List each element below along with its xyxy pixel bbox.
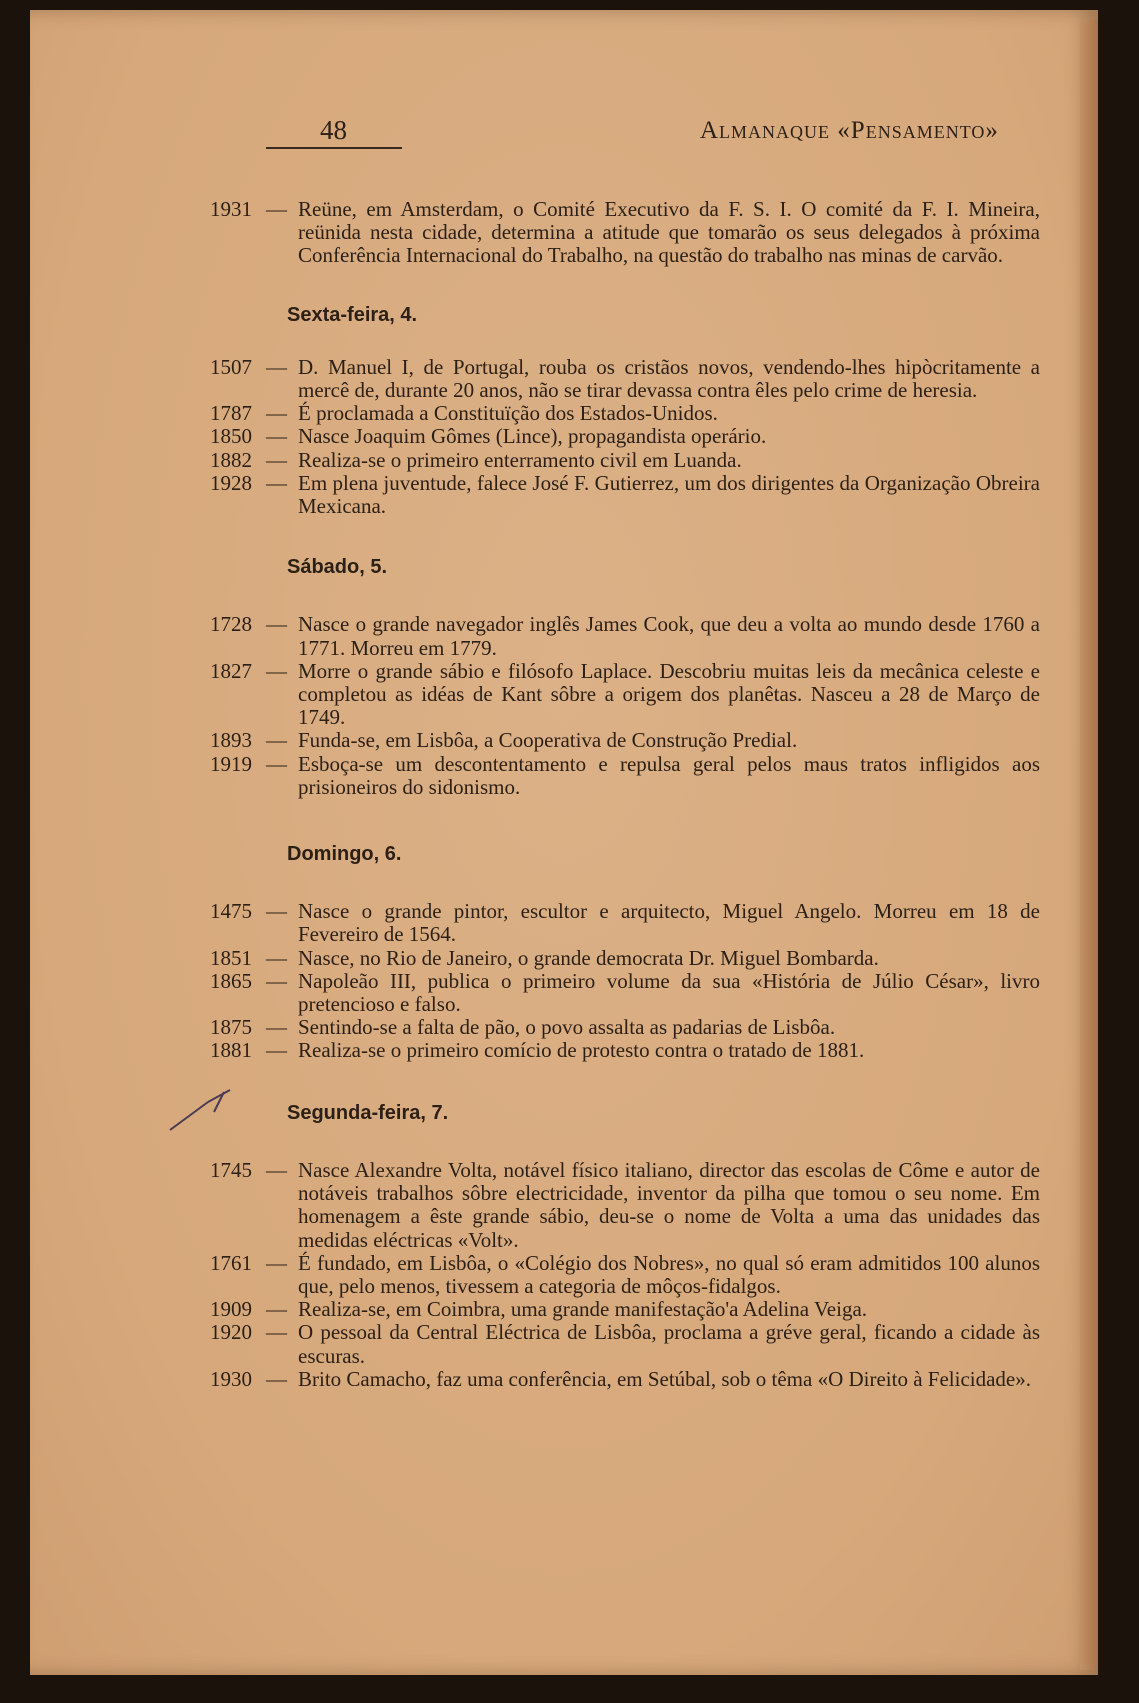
entry-dash: —: [266, 1366, 287, 1391]
entry-year: 1745: [210, 1157, 252, 1182]
entry: [210, 900, 1040, 946]
paper-sheet: [30, 10, 1098, 1675]
entry-text: Morre o grande sábio e filósofo Laplace. Descobriu muitas leis da mecânica celeste e completou as idéas de Kant sôbre a origem dos planêtas. Nasceu a 28 de Março de 1749.: [298, 658, 1040, 730]
page-number: 48: [320, 115, 347, 145]
entry-year: 1827: [210, 658, 252, 683]
day-heading: Domingo, 6.: [287, 843, 402, 866]
entry-dash: —: [266, 1297, 287, 1322]
entry-dash: —: [266, 1320, 287, 1345]
page-header: [30, 115, 1098, 155]
entry-dash: —: [266, 945, 287, 970]
entry-text: D. Manuel I, de Portugal, rouba os cristãos novos, vendendo-lhes hipòcritamente a mercê de, durante 20 anos, não se tirar devassa contra êles pelo crime de heresia.: [298, 354, 1040, 403]
entry: [210, 613, 1040, 659]
entry-dash: —: [266, 197, 287, 221]
entry-year: 1919: [210, 751, 252, 776]
page-edge: [1080, 20, 1098, 1670]
entry-year: 1930: [210, 1366, 252, 1391]
entry-dash: —: [266, 1015, 287, 1040]
entry-text: Nasce o grande pintor, escultor e arquitecto, Miguel Angelo. Morreu em 18 de Fevereiro de 1564.: [298, 899, 1040, 947]
entry-text: Brito Camacho, faz uma conferência, em Setúbal, sob o têma «O Direito à Felicidade».: [298, 1366, 1032, 1391]
entry: [210, 660, 1040, 730]
entry: [210, 1321, 1040, 1367]
entry: [210, 449, 1040, 472]
calendar-text: [210, 198, 1040, 1391]
entry: [210, 198, 1040, 268]
entry-text: Napoleão III, publica o primeiro volume da sua «História de Júlio César», livro pretencioso e falso.: [298, 968, 1040, 1017]
entry-text: Realiza-se o primeiro enterramento civil em Luanda.: [298, 447, 742, 472]
entry: [210, 1368, 1040, 1391]
entry-text: É proclamada a Constituïção dos Estados-Unidos.: [298, 401, 718, 426]
entry-year: 1928: [210, 470, 252, 495]
entry: [210, 402, 1040, 425]
entry-year: 1865: [210, 968, 252, 993]
day-heading: Sexta-feira, 4.: [287, 303, 418, 326]
entry: [210, 1252, 1040, 1298]
entry-text: Realiza-se, em Coimbra, uma grande manifestação'a Adelina Veiga.: [298, 1297, 868, 1322]
entry-text: Em plena juventude, falece José F. Gutierrez, um dos dirigentes da Organização Obreira Mexicana.: [298, 470, 1040, 519]
section-monday: [210, 1159, 1040, 1391]
entry: [210, 753, 1040, 799]
entry-year: 1475: [210, 899, 252, 924]
section-intro: [210, 198, 1040, 268]
entry-dash: —: [266, 1250, 287, 1275]
entry-dash: —: [266, 728, 287, 753]
entry-dash: —: [266, 1038, 287, 1063]
entry: [210, 947, 1040, 970]
entry-text: Reüne, em Amsterdam, o Comité Executivo da F. S. I. O comité da F. I. Mineira, reünida nesta cidade, determina a atitude que tomarão os seus delegados à próxima Conferência Internacional do Trabalho, na questão do trabalho nas minas de carvão.: [298, 197, 1040, 268]
entry-dash: —: [266, 401, 287, 426]
entry: [210, 1159, 1040, 1252]
entry-dash: —: [266, 424, 287, 449]
entry-dash: —: [266, 447, 287, 472]
entry-dash: —: [266, 470, 287, 495]
entry-text: É fundado, em Lisbôa, o «Colégio dos Nobres», no qual só eram admitidos 100 alunos que, pelo menos, tivessem a categoria de môços-fidalgos.: [298, 1250, 1040, 1298]
entry-text: Nasce Alexandre Volta, notável físico italiano, director das escolas de Côme e autor de notáveis trabalhos sôbre electricidade, inventor da pilha que tomou o seu nome. Em homenagem a êste grande sábio, deu-se o nome de Volta a uma das unidades das medidas eléctricas «Volt».: [298, 1157, 1040, 1252]
entry: [210, 970, 1040, 1016]
entry-year: 1881: [210, 1038, 252, 1063]
entry-dash: —: [266, 612, 287, 637]
entry-dash: —: [266, 968, 287, 993]
running-title: Almanaque «Pensamento»: [700, 117, 999, 144]
entry-year: 1875: [210, 1015, 252, 1040]
entry-text: Nasce o grande navegador inglês James Cook, que deu a volta ao mundo desde 1760 a 1771. Morreu em 1779.: [298, 612, 1040, 660]
entry-year: 1920: [210, 1320, 252, 1345]
entry: [210, 1016, 1040, 1039]
entry-year: 1882: [210, 447, 252, 472]
entry-dash: —: [266, 658, 287, 683]
entry-year: 1507: [210, 354, 252, 379]
header-rule: [266, 147, 402, 149]
entry: [210, 729, 1040, 752]
entry-year: 1850: [210, 424, 252, 449]
section-sunday: [210, 900, 1040, 1062]
entry-year: 1851: [210, 945, 252, 970]
entry-year: 1728: [210, 612, 252, 637]
entry-year: 1893: [210, 728, 252, 753]
entry-text: Funda-se, em Lisbôa, a Cooperativa de Construção Predial.: [298, 728, 798, 753]
entry-text: Sentindo-se a falta de pão, o povo assalta as padarias de Lisbôa.: [298, 1015, 836, 1040]
entry-text: O pessoal da Central Eléctrica de Lisbôa, proclama a gréve geral, ficando a cidade às escuras.: [298, 1320, 1040, 1368]
section-saturday: [210, 613, 1040, 799]
entry-dash: —: [266, 751, 287, 776]
entry: [210, 472, 1040, 518]
entry: [210, 1039, 1040, 1062]
entry-year: 1909: [210, 1297, 252, 1322]
day-heading: Sábado, 5.: [287, 556, 388, 579]
entry-year: 1787: [210, 401, 252, 426]
entry: [210, 1298, 1040, 1321]
entry-dash: —: [266, 1157, 287, 1182]
entry-year: 1761: [210, 1250, 252, 1275]
entry: [210, 425, 1040, 448]
entry-text: Realiza-se o primeiro comício de protesto contra o tratado de 1881.: [298, 1038, 865, 1063]
entry-text: Nasce, no Rio de Janeiro, o grande democrata Dr. Miguel Bombarda.: [298, 945, 879, 970]
entry: [210, 356, 1040, 402]
section-friday: [210, 356, 1040, 518]
entry-dash: —: [266, 354, 287, 379]
entry-year: 1931: [210, 197, 252, 221]
entry-text: Nasce Joaquim Gômes (Lince), propagandista operário.: [298, 424, 767, 449]
entry-text: Esboça-se um descontentamento e repulsa geral pelos maus tratos infligidos aos prisioneiros do sidonismo.: [298, 751, 1040, 799]
day-heading: Segunda-feira, 7.: [287, 1101, 449, 1124]
entry-dash: —: [266, 899, 287, 924]
